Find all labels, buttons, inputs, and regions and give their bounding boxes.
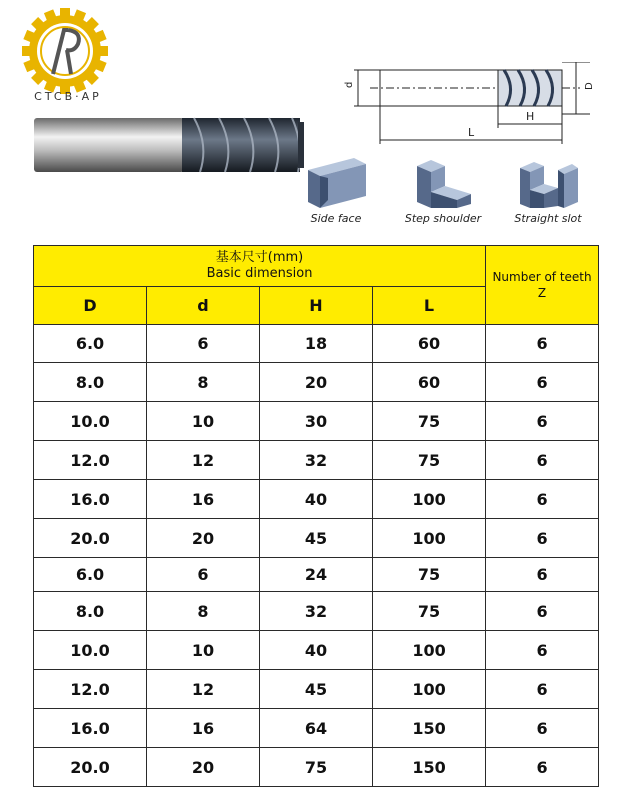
table-cell: 45 [260, 519, 373, 558]
operation-step-shoulder [403, 156, 483, 225]
table-cell: 20.0 [34, 519, 147, 558]
table-cell: 40 [260, 480, 373, 519]
side-face-icon [304, 156, 368, 210]
label-d: d [344, 81, 355, 88]
logo-text: CTCB·AP [34, 90, 102, 103]
table-cell: 100 [373, 480, 486, 519]
table-row [34, 441, 599, 480]
table-cell: 6.0 [34, 325, 147, 363]
table-cell: 12.0 [34, 441, 147, 480]
dimension-table [33, 245, 599, 787]
table-cell: 64 [260, 709, 373, 748]
table-cell: 100 [373, 631, 486, 670]
table-cell: 6 [486, 519, 599, 558]
table-cell: 8.0 [34, 592, 147, 631]
header-cn: 基本尺寸(mm) [215, 250, 304, 265]
table-cell: 16 [147, 709, 260, 748]
table-cell: 75 [260, 748, 373, 787]
label-L: L [468, 126, 475, 139]
operation-label: Straight slot [514, 212, 582, 225]
table-cell: 100 [373, 670, 486, 709]
table-row [34, 592, 599, 631]
basic-dimension-header [34, 246, 486, 287]
table-cell: 20 [147, 519, 260, 558]
col-header-H: H [260, 287, 373, 325]
table-cell: 6 [486, 325, 599, 363]
header-en: Basic dimension [206, 266, 313, 281]
table-cell: 12.0 [34, 670, 147, 709]
table-cell: 24 [260, 558, 373, 592]
table-cell: 6.0 [34, 558, 147, 592]
table-cell: 8 [147, 592, 260, 631]
table-cell: 10 [147, 402, 260, 441]
col-header-D: D [34, 287, 147, 325]
step-shoulder-icon [411, 156, 475, 210]
table-cell: 150 [373, 748, 486, 787]
label-D: D [584, 82, 595, 90]
straight-slot-icon [516, 156, 580, 210]
teeth-header-line2: Z [537, 286, 547, 300]
table-cell: 40 [260, 631, 373, 670]
table-cell: 32 [260, 441, 373, 480]
operation-side-face [296, 156, 376, 225]
operation-label: Side face [310, 212, 362, 225]
table-cell: 6 [486, 558, 599, 592]
table-cell: 20 [147, 748, 260, 787]
table-cell: 6 [486, 441, 599, 480]
table-cell: 75 [373, 441, 486, 480]
table-cell: 60 [373, 363, 486, 402]
table-cell: 8 [147, 363, 260, 402]
gear-logo-icon [20, 8, 110, 94]
table-cell: 30 [260, 402, 373, 441]
table-cell: 6 [147, 325, 260, 363]
table-cell: 10.0 [34, 402, 147, 441]
table-cell: 45 [260, 670, 373, 709]
table-cell: 18 [260, 325, 373, 363]
table-row [34, 631, 599, 670]
table-cell: 75 [373, 592, 486, 631]
table-cell: 6 [486, 748, 599, 787]
table-row [34, 325, 599, 363]
table-cell: 16.0 [34, 480, 147, 519]
table-cell: 75 [373, 558, 486, 592]
table-cell: 16 [147, 480, 260, 519]
table-cell: 20 [260, 363, 373, 402]
table-row [34, 709, 599, 748]
table-row [34, 363, 599, 402]
table-cell: 20.0 [34, 748, 147, 787]
table-cell: 60 [373, 325, 486, 363]
table-cell: 32 [260, 592, 373, 631]
table-cell: 6 [486, 709, 599, 748]
dimension-drawing [340, 62, 608, 152]
table-row [34, 558, 599, 592]
table-cell: 10.0 [34, 631, 147, 670]
table-cell: 12 [147, 441, 260, 480]
table-cell: 8.0 [34, 363, 147, 402]
table-cell: 75 [373, 402, 486, 441]
teeth-header [486, 246, 599, 325]
table-cell: 6 [147, 558, 260, 592]
label-H: H [526, 110, 535, 123]
table-row [34, 519, 599, 558]
table-cell: 16.0 [34, 709, 147, 748]
table-cell: 6 [486, 480, 599, 519]
table-row [34, 748, 599, 787]
table-cell: 6 [486, 363, 599, 402]
teeth-header-line1: Number of teeth [492, 270, 592, 284]
table-cell: 6 [486, 670, 599, 709]
table-cell: 150 [373, 709, 486, 748]
operation-straight-slot [508, 156, 588, 225]
table-cell: 12 [147, 670, 260, 709]
table-cell: 6 [486, 631, 599, 670]
table-cell: 6 [486, 402, 599, 441]
table-cell: 6 [486, 592, 599, 631]
table-cell: 100 [373, 519, 486, 558]
table-row [34, 670, 599, 709]
table-cell: 10 [147, 631, 260, 670]
end-mill-photo [34, 116, 306, 174]
col-header-d: d [147, 287, 260, 325]
table-row [34, 402, 599, 441]
col-header-L: L [373, 287, 486, 325]
table-row [34, 480, 599, 519]
operation-label: Step shoulder [404, 212, 482, 225]
